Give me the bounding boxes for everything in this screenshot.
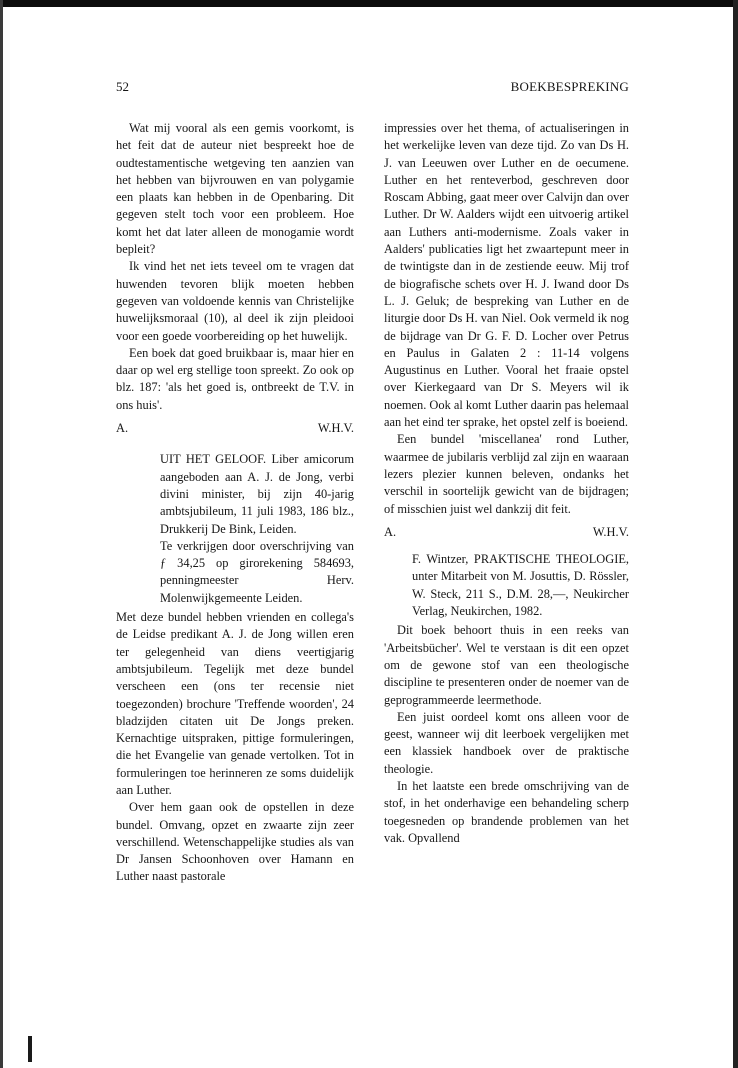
paragraph: In het laatste een brede omschrijving van de stof, in het onderhavige een behandeling scherp toegesneden op brandende problemen van het vak. Opvallend bbox=[384, 778, 629, 845]
signature-author: W.H.V. bbox=[317, 421, 354, 436]
scan-edge-top bbox=[0, 0, 738, 7]
scan-edge-right bbox=[733, 0, 738, 1068]
paragraph: Over hem gaan ook de opstellen in deze bundel. Omvang, opzet en zwaarte zijn zeer verschillend. Wetenschappelijke studies als van Dr Jansen Schoonhoven over Hamann en Luther naast pastorale bbox=[116, 800, 354, 884]
page-number: 52 bbox=[116, 79, 129, 94]
left-column bbox=[116, 120, 354, 886]
book-citation: UIT HET GELOOF. Liber amicorum aangeboden aan A. J. de Jong, verbi divini minister, bij zijn 40-jarig ambtsjubileum, 11 juli 1983, 186 blz., Drukkerij De Bink, Leiden. bbox=[160, 452, 354, 536]
review-signature bbox=[116, 420, 354, 437]
signature-initial: A. bbox=[116, 421, 129, 436]
signature-author: W.H.V. bbox=[592, 524, 629, 539]
paragraph: Wat mij vooral als een gemis voorkomt, is het feit dat de auteur niet bespreekt hoe de oudtestamentische wetgeving ten aanzien van het hebben van bijvrouwen en van polygamie een plaats kan hebben in de Openbaring. Dit gegeven stelt toch voor een probleem. Hoe komt het dat later alleen de monogamie wordt bepleit? bbox=[116, 121, 354, 257]
running-head: BOEKBESPREKING bbox=[510, 79, 629, 94]
right-column bbox=[384, 120, 629, 847]
paragraph: Een bundel 'miscellanea' rond Luther, waarmee de jubilaris verblijd zal zijn en waaraan lezers plezier kunnen beleven, ondanks het verschil in soortelijk gewicht van de bijdragen; of misschien juist wel dankzij dit feit. bbox=[384, 432, 629, 516]
paragraph: Ik vind het net iets teveel om te vragen dat huwenden tevoren blijk moeten hebben gegeven van voldoende kennis van Christelijke huwelijksmoraal (10), al deel ik zijn pleidooi voor een goede voorbereiding op het huwelijk. bbox=[116, 259, 354, 343]
page-header bbox=[116, 79, 629, 99]
scan-edge-mark bbox=[28, 1036, 32, 1062]
paragraph: Een boek dat goed bruikbaar is, maar hier en daar op wel erg stellige toon spreekt. Zo ook op blz. 187: 'als het goed is, ontbreekt de T.V. in ons huis'. bbox=[116, 345, 354, 412]
paragraph: impressies over het thema, of actualiseringen in het werkelijke leven van deze tijd. Zo van Ds H. J. van Leeuwen over Luther en de oecumene. Luther en het renteverbod, geschreven door Roscam Abbing, gaat meer over Calvijn dan over Luther. Dr W. Aalders wijdt een uitvoerig artikel aan Luthers anti-modernisme. Zoals vaker in Aalders' publicaties ligt het zwaartepunt meer in de twintigste dan in de zestiende eeuw. Mij trof de biografische schets over H. J. Iwand door Ds L. J. Geluk; de bespreking van Luther en de liturgie door Ds H. van Niel. Ook vermeld ik nog de bijdrage van Dr G. F. D. Locher over Petrus en Paulus in Galaten 2 : 11-14 volgens Augustinus en Luther. Vooral het fraaie opstel over Kierkegaard van Dr S. Meyers wil ik noemen. Ook al komt Luther daarin pas helemaal aan het eind ter sprake, het opstel zelf is boeiend. bbox=[384, 121, 629, 430]
review-signature bbox=[384, 524, 629, 541]
paragraph: Dit boek behoort thuis in een reeks van 'Arbeitsbücher'. Wel te verstaan is dit een opzet om de gewone stof van een theologische discipline te presenteren onder de noemer van de geprogrammeerde leermethode. bbox=[384, 623, 629, 707]
availability-note: Te verkrijgen door overschrijving van ƒ 34,25 op girorekening 584693, penningmeester Herv. Molenwijkgemeente Leiden. bbox=[160, 538, 354, 605]
scan-edge-left bbox=[0, 0, 3, 1068]
paragraph: Met deze bundel hebben vrienden en collega's de Leidse predikant A. J. de Jong willen eren ter gelegenheid van diens veertigjarig ambtsjubileum. Tegelijk met deze bundel verscheen een (ons ter recensie niet toegezonden) brochure 'Treffende woorden', 24 bladzijden citaten uit De Jongs preken. Kernachtige uitspraken, pittige formuleringen, die het Evangelie van genade vertolken. Tot in formuleringen toe herinneren ze soms duidelijk aan Luther. bbox=[116, 610, 354, 797]
signature-initial: A. bbox=[384, 524, 397, 539]
book-review-heading bbox=[160, 451, 354, 607]
book-citation: F. Wintzer, PRAKTISCHE THEOLOGIE, unter Mitarbeit von M. Josuttis, D. Rössler, W. Steck, 211 S., D.M. 28,—, Neukircher Verlag, Neukirchen, 1982. bbox=[412, 552, 629, 619]
book-review-heading bbox=[412, 551, 629, 620]
paragraph: Een juist oordeel komt ons alleen voor de geest, wanneer wij dit leerboek vergelijken met een klassiek handboek over de praktische theologie. bbox=[384, 709, 629, 776]
